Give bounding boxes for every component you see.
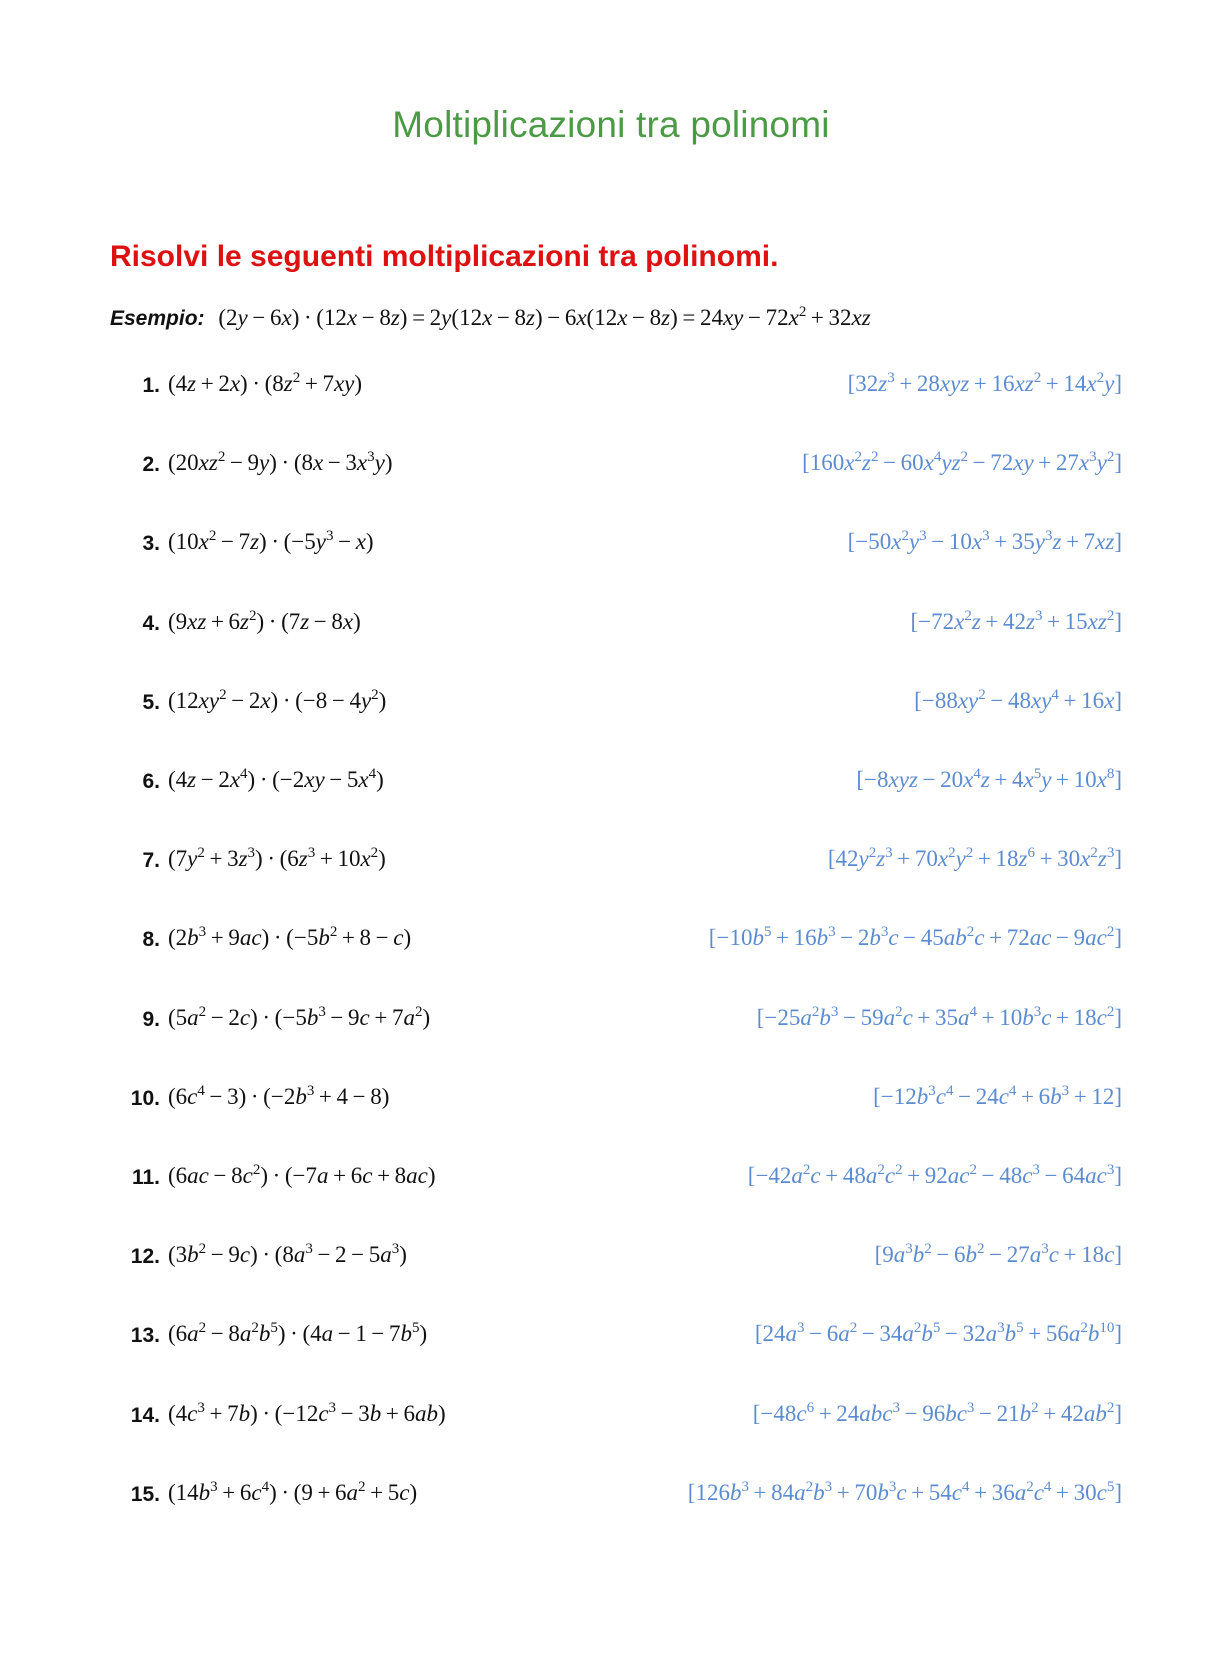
problem-expression: $(12xy^2 - 2x) \cdot (-8 - 4y^2)$ xyxy=(168,687,387,713)
problem-expression: $(20xz^2 - 9y) \cdot (8x - 3x^3y)$ xyxy=(168,449,393,475)
problem-expression: $(6c^4 - 3) \cdot (-2b^3 + 4 - 8)$ xyxy=(168,1083,390,1109)
problem-expression: $(9xz + 6z^2) \cdot (7z - 8x)$ xyxy=(168,608,361,634)
problem-answer: $[160x^2z^2 - 60x^4yz^2 - 72xy + 27x^3y^2]$ xyxy=(802,449,1122,475)
problem-answer: $[-8xyz - 20x^4z + 4x^5y + 10x^8]$ xyxy=(856,766,1122,792)
problem-number: 9. xyxy=(142,1008,160,1031)
problem-expression: $(6a^2 - 8a^2b^5) \cdot (4a - 1 - 7b^5)$ xyxy=(168,1320,428,1346)
problem-row xyxy=(0,764,1222,804)
problem-answer: $[24a^3 - 6a^2 - 34a^2b^5 - 32a^3b^5 + 56a^2b^{10}]$ xyxy=(754,1320,1122,1346)
problem-row xyxy=(0,1160,1222,1200)
problem-row xyxy=(0,1318,1222,1358)
problem-expression: $(2b^3 + 9ac) \cdot (-5b^2 + 8 - c)$ xyxy=(168,924,412,950)
problem-expression: $(5a^2 - 2c) \cdot (-5b^3 - 9c + 7a^2)$ xyxy=(168,1004,431,1030)
problem-expression: $(3b^2 - 9c) \cdot (8a^3 - 2 - 5a^3)$ xyxy=(168,1241,407,1267)
problem-row xyxy=(0,1002,1222,1042)
problem-expression: $(7y^2 + 3z^3) \cdot (6z^3 + 10x^2)$ xyxy=(168,845,386,871)
example-line xyxy=(110,305,871,331)
problem-number: 4. xyxy=(142,612,160,635)
problem-expression: $(4z - 2x^4) \cdot (-2xy - 5x^4)$ xyxy=(168,766,384,792)
problem-answer: $[-72x^2z + 42z^3 + 15xz^2]$ xyxy=(910,608,1122,634)
problem-number: 15. xyxy=(130,1483,160,1506)
problem-row xyxy=(0,1239,1222,1279)
problem-row xyxy=(0,368,1222,408)
problem-expression: $(4c^3 + 7b) \cdot (-12c^3 - 3b + 6ab)$ xyxy=(168,1400,446,1426)
problem-answer: $[9a^3b^2 - 6b^2 - 27a^3c + 18c]$ xyxy=(874,1241,1122,1267)
problem-answer: $[-88xy^2 - 48xy^4 + 16x]$ xyxy=(914,687,1122,713)
problem-number: 10. xyxy=(130,1087,160,1110)
problem-number: 11. xyxy=(131,1166,160,1189)
page-title: Moltiplicazioni tra polinomi xyxy=(392,104,830,145)
problem-number: 3. xyxy=(142,532,160,555)
problem-answer: $[126b^3 + 84a^2b^3 + 70b^3c + 54c^4 + 36a^2c^4 + 30c^5]$ xyxy=(687,1479,1122,1505)
problem-number: 13. xyxy=(130,1324,160,1347)
problem-row xyxy=(0,685,1222,725)
problem-number: 14. xyxy=(130,1404,160,1427)
problem-row xyxy=(0,1477,1222,1517)
instruction-heading: Risolvi le seguenti moltiplicazioni tra polinomi. xyxy=(110,240,779,273)
problem-row xyxy=(0,447,1222,487)
problem-number: 7. xyxy=(142,849,160,872)
problem-answer: $[-50x^2y^3 - 10x^3 + 35y^3z + 7xz]$ xyxy=(847,528,1122,554)
problem-number: 8. xyxy=(142,928,160,951)
problem-answer: $[-10b^5 + 16b^3 - 2b^3c - 45ab^2c + 72ac - 9ac^2]$ xyxy=(708,924,1122,950)
problem-row xyxy=(0,843,1222,883)
problem-answer: $[-25a^2b^3 - 59a^2c + 35a^4 + 10b^3c + 18c^2]$ xyxy=(756,1004,1122,1030)
problem-answer: $[42y^2z^3 + 70x^2y^2 + 18z^6 + 30x^2z^3]$ xyxy=(827,845,1122,871)
problem-expression: $(10x^2 - 7z) \cdot (-5y^3 - x)$ xyxy=(168,528,374,554)
problem-answer: $[-12b^3c^4 - 24c^4 + 6b^3 + 12]$ xyxy=(873,1083,1122,1109)
example-label: Esempio: xyxy=(110,307,205,330)
problem-expression: $(6ac - 8c^2) \cdot (-7a + 6c + 8ac)$ xyxy=(168,1162,436,1188)
problem-row xyxy=(0,922,1222,962)
problem-number: 6. xyxy=(142,770,160,793)
problem-answer: $[-42a^2c + 48a^2c^2 + 92ac^2 - 48c^3 - 64ac^3]$ xyxy=(747,1162,1122,1188)
example-expression: $(2y - 6x) \cdot (12x - 8z) = 2y(12x - 8z) - 6x(12x - 8z) = 24xy - 72x^2 + 32xz$ xyxy=(218,304,871,330)
problem-row xyxy=(0,1398,1222,1438)
problem-expression: $(4z + 2x) \cdot (8z^2 + 7xy)$ xyxy=(168,370,363,396)
problem-expression: $(14b^3 + 6c^4) \cdot (9 + 6a^2 + 5c)$ xyxy=(168,1479,418,1505)
problem-row xyxy=(0,1081,1222,1121)
problem-number: 12. xyxy=(130,1245,160,1268)
problem-number: 1. xyxy=(142,374,160,397)
problem-answer: $[32z^3 + 28xyz + 16xz^2 + 14x^2y]$ xyxy=(847,370,1122,396)
problem-answer: $[-48c^6 + 24abc^3 - 96bc^3 - 21b^2 + 42ab^2]$ xyxy=(752,1400,1122,1426)
problem-row xyxy=(0,526,1222,566)
problem-number: 5. xyxy=(142,691,160,714)
problem-row xyxy=(0,606,1222,646)
problem-number: 2. xyxy=(142,453,160,476)
